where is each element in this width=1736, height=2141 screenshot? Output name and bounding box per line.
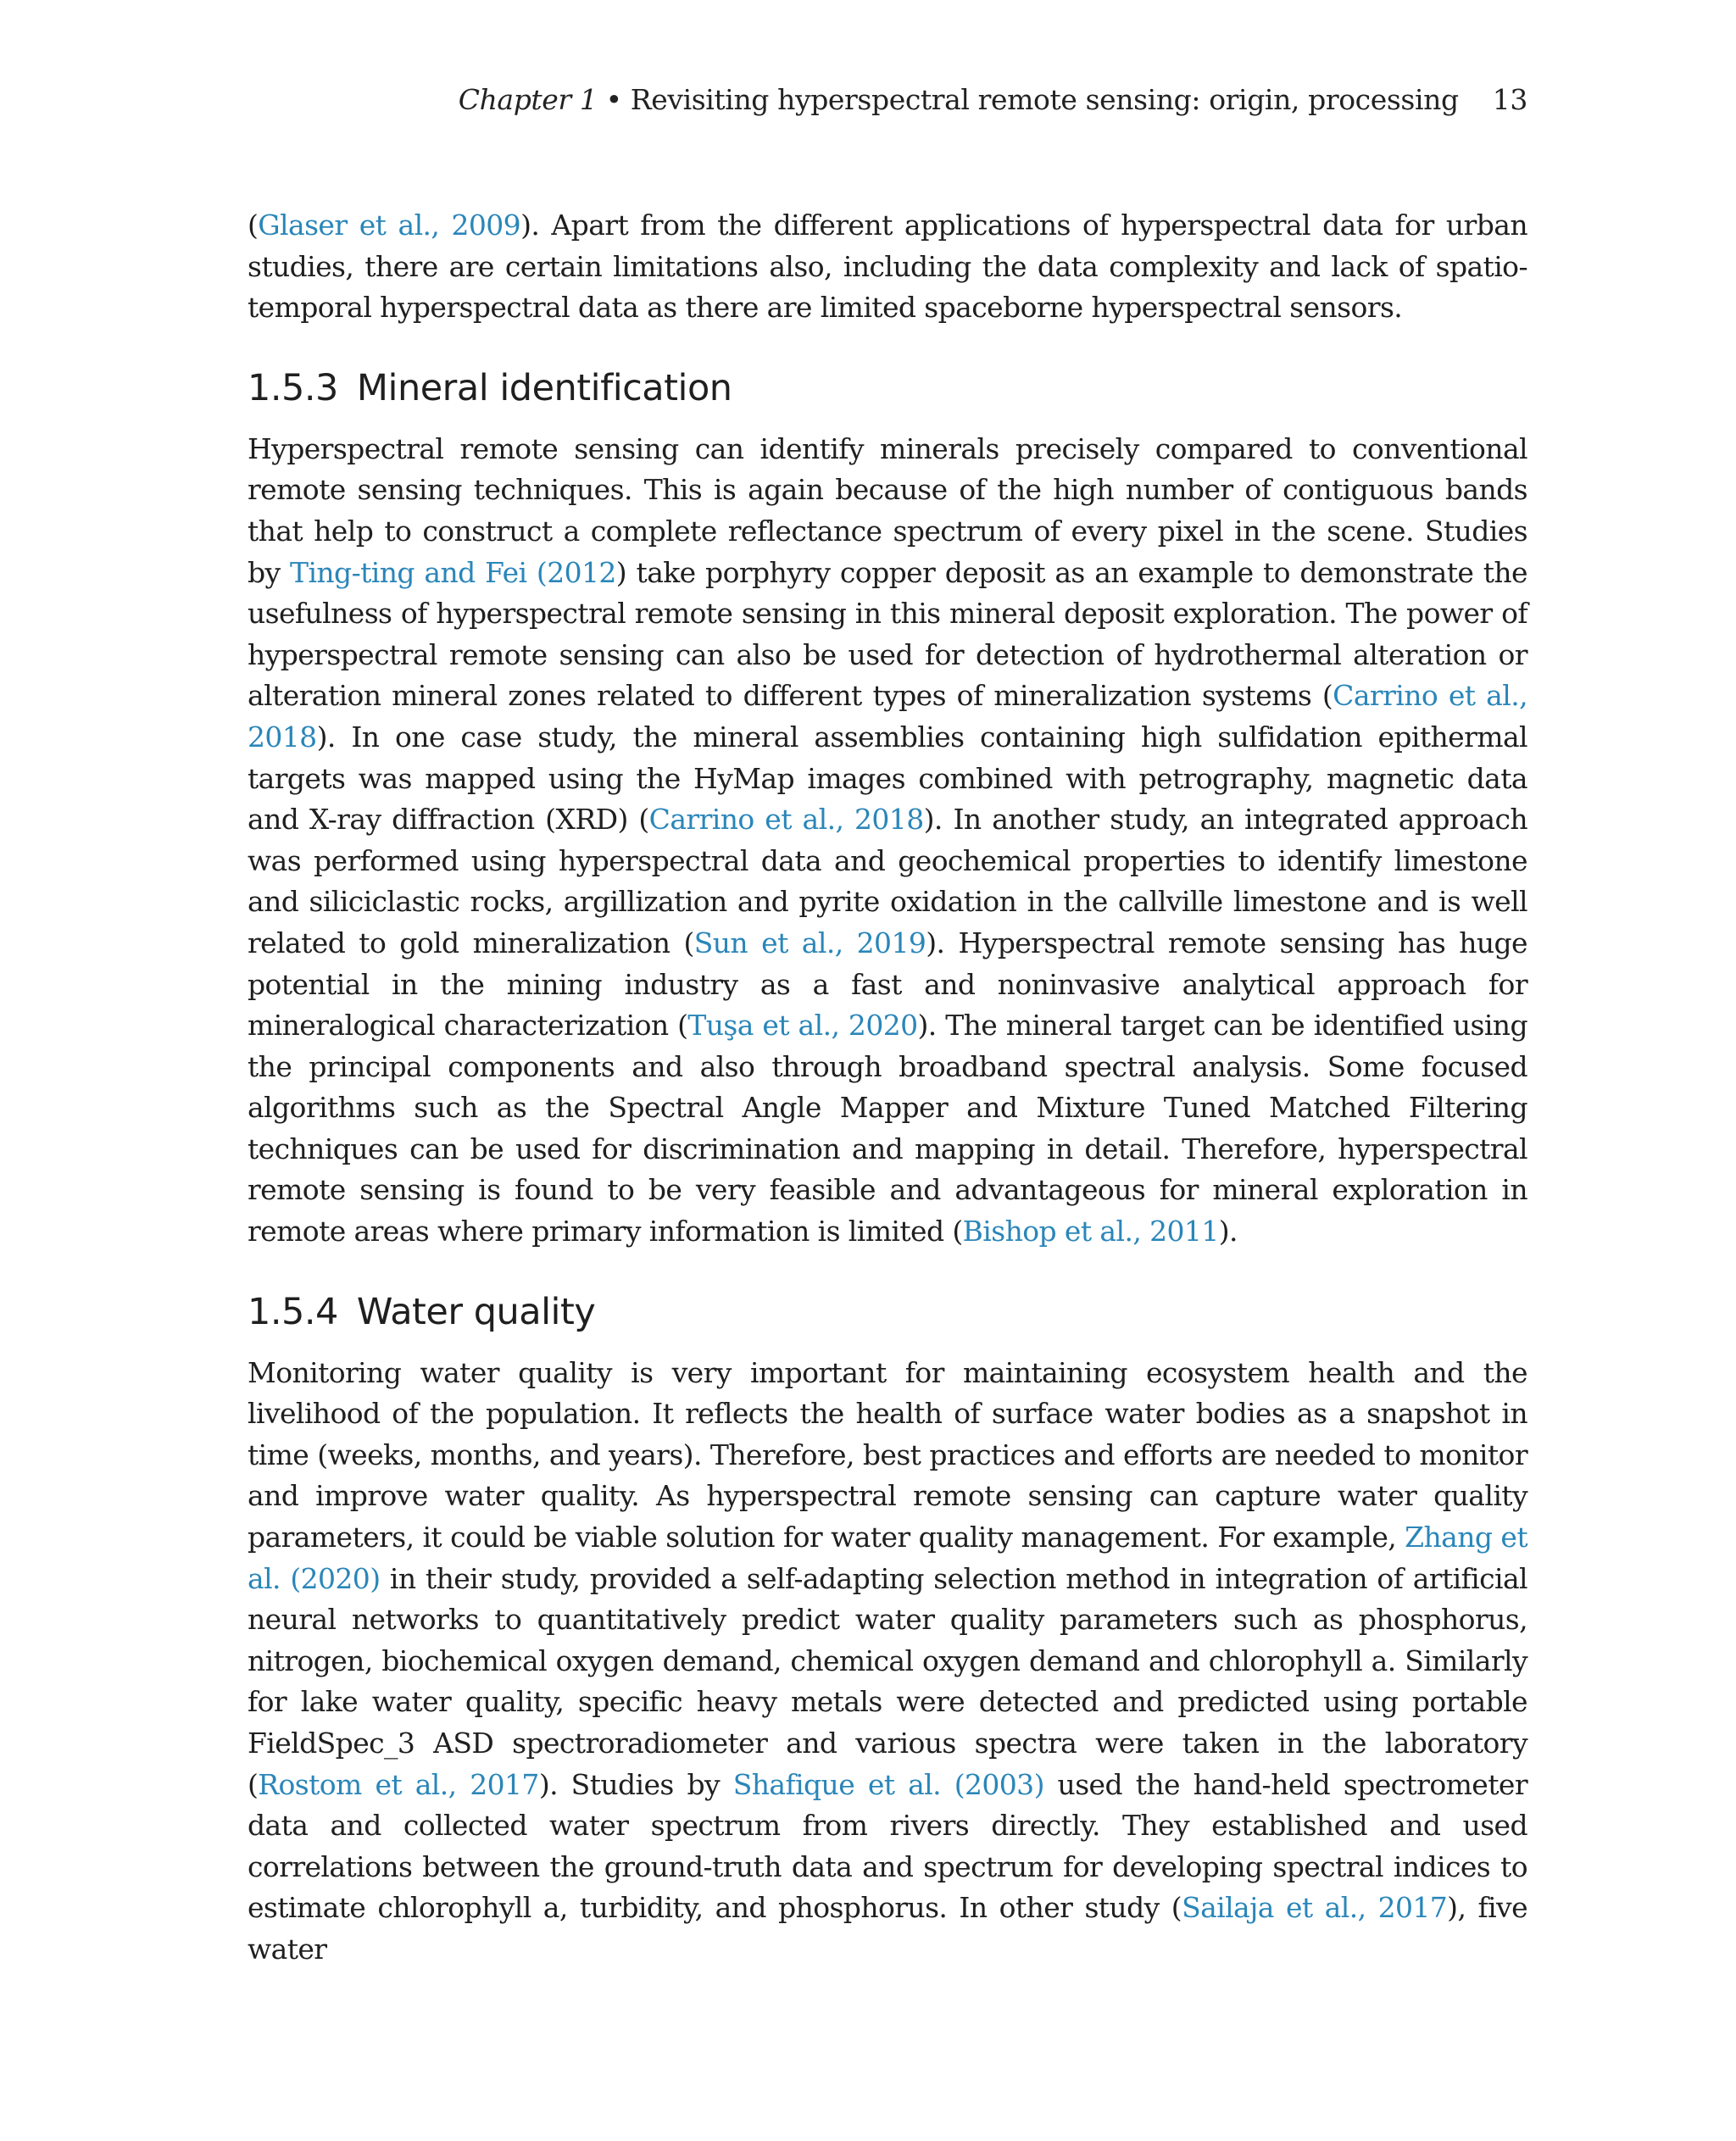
section-number: 1.5.3 (248, 366, 338, 409)
citation-link[interactable]: Bishop et al., 2011 (962, 1215, 1219, 1248)
citation-link[interactable]: Sailaja et al., 2017 (1182, 1891, 1448, 1925)
page-number: 13 (1492, 83, 1527, 116)
citation-link[interactable]: Rostom et al., 2017 (258, 1767, 539, 1801)
page-content (248, 205, 1527, 1971)
citation-link[interactable]: Tuşa et al., 2020 (687, 1009, 918, 1043)
book-page (248, 0, 1527, 2141)
text-run: in their study, provided a self-adapting selection method in integration of artificial neural networks to quantitatively predict water quality parameters such as phosphorus, nitrogen, biochemical oxygen demand, chemical oxygen demand and chlorophyll a. Similarly for lake water quality, specific heavy metals were detected and predicted using portable FieldSpec_3 ASD spectroradiometer and various spectra were taken in the laboratory ( (248, 1561, 1527, 1801)
text-run: ). Hyperspectral remote sensing has huge potential in the mining industry as a fast and noninvasive analytical approach for mineralogical characterization ( (248, 926, 1527, 1043)
chapter-title: Revisiting hyperspectral remote sensing: origin, processing (630, 83, 1459, 116)
running-header (459, 83, 1527, 116)
section-heading-water-quality (248, 1290, 1527, 1334)
citation-link[interactable]: Glaser et al., 2009 (258, 209, 521, 242)
citation-link[interactable]: Sun et al., 2019 (693, 926, 926, 959)
water-quality-paragraph (248, 1353, 1527, 1971)
text-run: Hyperspectral remote sensing can identify minerals precisely compared to conventional remote sensing techniques. This is again because of the high number of contiguous bands that help to construct a complete reflectance spectrum of every pixel in the scene. Studies by (248, 431, 1527, 589)
section-heading-mineral-identification (248, 366, 1527, 410)
mineral-identification-paragraph (248, 429, 1527, 1253)
text-run: ). (1218, 1215, 1238, 1248)
section-title: Mineral identification (356, 366, 732, 409)
header-bullet: • (605, 83, 622, 116)
text-run: ). Studies by (538, 1767, 733, 1801)
citation-link[interactable]: Zhang et al. (2020) (248, 1521, 1527, 1595)
text-run: used the hand-held spectrometer data and collected water spectrum from rivers directly. They established and used correlations between the ground-truth data and spectrum for developing spectral indices to estimate chlorophyll a, turbidity, and phosphorus. In other study ( (248, 1767, 1528, 1925)
text-run: ). Apart from the different applications of hyperspectral data for urban studies, there are certain limitations also, including the data complexity and lack of spatio-temporal hyperspectral data as there are limited spaceborne hyperspectral sensors. (248, 209, 1527, 325)
text-run: ). The mineral target can be identified using the principal components and also through broadband spectral analysis. Some focused algorithms such as the Spectral Angle Mapper and Mixture Tuned Matched Filtering techniques can be used for discrimination and mapping in detail. Therefore, hyperspectral remote sensing is found to be very feasible and advantageous for mineral exploration in remote areas where primary information is limited ( (248, 1009, 1527, 1248)
citation-link[interactable]: Ting-ting and Fei (2012 (290, 555, 616, 589)
text-run: ( (248, 209, 259, 242)
text-run: Monitoring water quality is very important for maintaining ecosystem health and the livelihood of the population. It reflects the health of surface water bodies as a snapshot in time (weeks, months, and years). Therefore, best practices and efforts are needed to monitor and improve water quality. As hyperspectral remote sensing can capture water quality parameters, it could be viable solution for water quality management. For example, (248, 1355, 1527, 1554)
citation-link[interactable]: Carrino et al., 2018 (648, 803, 924, 837)
citation-link[interactable]: Shafique et al. (2003) (732, 1767, 1044, 1801)
text-run: ) take porphyry copper deposit as an example to demonstrate the usefulness of hyperspectral remote sensing in this mineral deposit exploration. The power of hyperspectral remote sensing can also be used for detection of hydrothermal alteration or alteration mineral zones related to different types of mineralization systems ( (248, 555, 1527, 713)
chapter-label: Chapter 1 (458, 83, 598, 116)
section-number: 1.5.4 (248, 1290, 338, 1333)
intro-paragraph (248, 205, 1527, 329)
text-run: ). In one case study, the mineral assemblies containing high sulfidation epithermal targets was mapped using the HyMap images combined with petrography, magnetic data and X-ray diffraction (XRD) ( (248, 720, 1527, 837)
citation-link[interactable]: Carrino et al., 2018 (248, 679, 1527, 754)
section-title: Water quality (356, 1290, 596, 1333)
text-run: ), five water (248, 1891, 1527, 1966)
text-run: ). In another study, an integrated approach was performed using hyperspectral data and geochemical properties to identify limestone and siliciclastic rocks, argillization and pyrite oxidation in the callville limestone and is well related to gold mineralization ( (248, 803, 1527, 959)
